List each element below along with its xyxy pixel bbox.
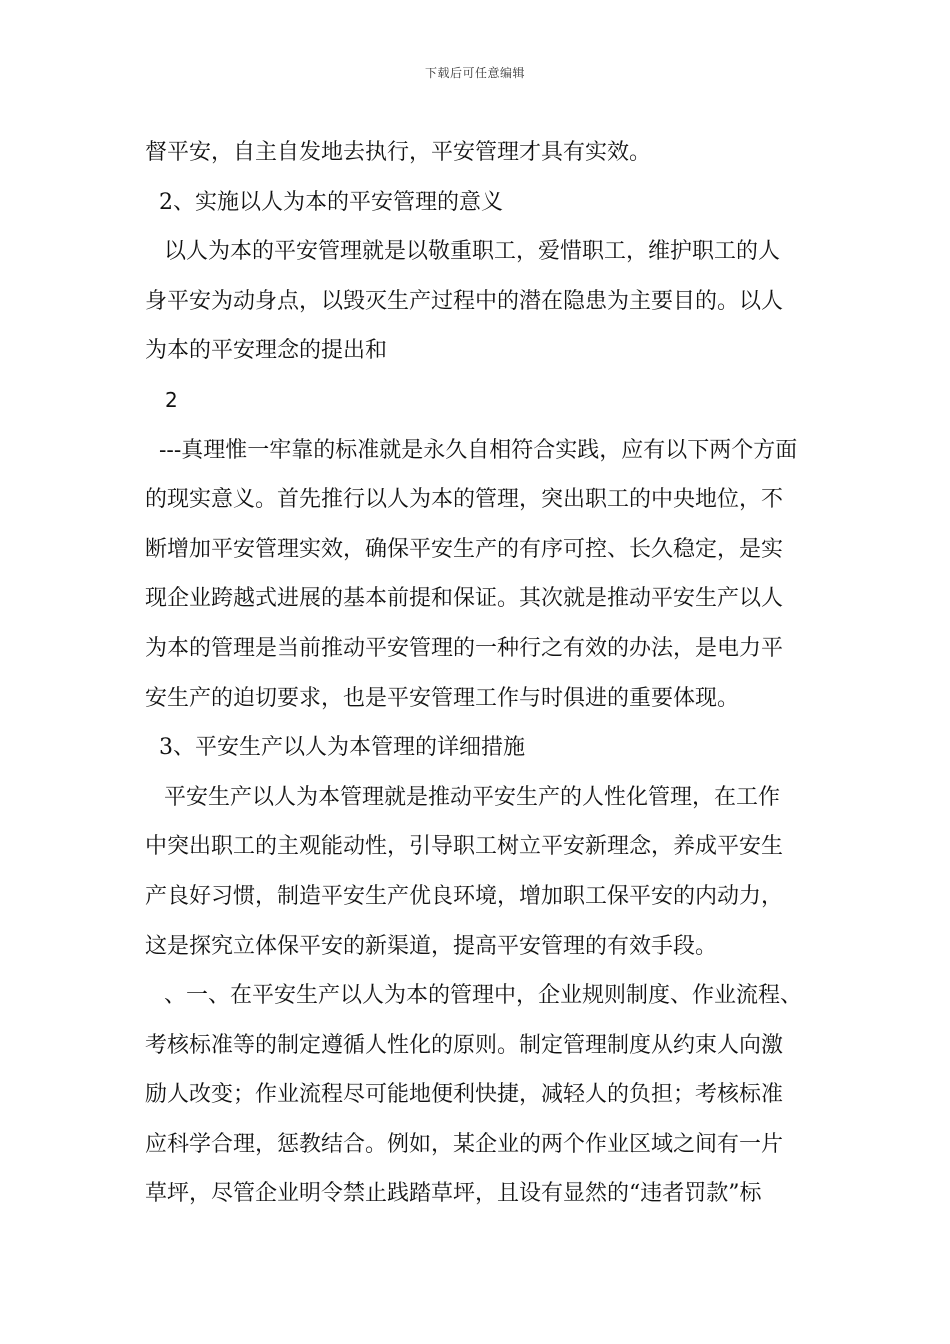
paragraph-line: 励人改变；作业流程尽可能地便利快捷，减轻人的负担；考核标准 bbox=[145, 1082, 784, 1108]
paragraph-line: 身平安为动身点，以毁灭生产过程中的潜在隐患为主要目的。以人 bbox=[145, 288, 784, 314]
paragraph-line: 这是探究立体保平安的新渠道，提高平安管理的有效手段。 bbox=[145, 933, 718, 959]
paragraph-line: 平安生产以人为本管理就是推动平安生产的人性化管理，在工作 bbox=[164, 784, 781, 810]
paragraph-line: 现企业跨越式进展的基本前提和保证。其次就是推动平安生产以人 bbox=[145, 586, 784, 612]
paragraph-line: 草坪，尽管企业明令禁止践踏草坪，且设有显然的“违者罚款”标 bbox=[145, 1181, 762, 1207]
paragraph-line: 中突出职工的主观能动性，引导职工树立平安新理念，养成平安生 bbox=[145, 834, 784, 860]
paragraph-line: 安生产的迫切要求，也是平安管理工作与时俱进的重要体现。 bbox=[145, 685, 740, 711]
section-heading: 3、平安生产以人为本管理的详细措施 bbox=[159, 735, 525, 761]
paragraph-line: 的现实意义。首先推行以人为本的管理，突出职工的中央地位，不 bbox=[145, 487, 784, 513]
document-body bbox=[145, 128, 825, 1219]
paragraph-line: 断增加平安管理实效，确保平安生产的有序可控、长久稳定，是实 bbox=[145, 536, 784, 562]
paragraph-line: 产良好习惯，制造平安生产优良环境，增加职工保平安的内动力， bbox=[145, 883, 784, 909]
paragraph-line: 为本的管理是当前推动平安管理的一种行之有效的办法，是电力平 bbox=[145, 635, 784, 661]
paragraph-line: 应科学合理，惩教结合。例如，某企业的两个作业区域之间有一片 bbox=[145, 1131, 784, 1157]
paragraph-line: 督平安，自主自发地去执行，平安管理才具有实效。 bbox=[145, 140, 652, 165]
paragraph-line: 为本的平安理念的提出和 bbox=[145, 338, 388, 364]
section-heading: 2、实施以人为本的平安管理的意义 bbox=[159, 189, 503, 215]
paragraph-line: 考核标准等的制定遵循人性化的原则。制定管理制度从约束人向激 bbox=[145, 1032, 784, 1058]
page-header: 下载后可任意编辑 bbox=[424, 66, 525, 80]
paragraph-line: 以人为本的平安管理就是以敬重职工，爱惜职工，维护职工的人 bbox=[164, 239, 781, 265]
paragraph-line: ---真理惟一牢靠的标准就是永久自相符合实践，应有以下两个方面 bbox=[159, 437, 798, 463]
paragraph-line: 、一、在平安生产以人为本的管理中，企业规则制度、作业流程、 bbox=[164, 983, 803, 1009]
page-number: 2 bbox=[165, 387, 178, 412]
